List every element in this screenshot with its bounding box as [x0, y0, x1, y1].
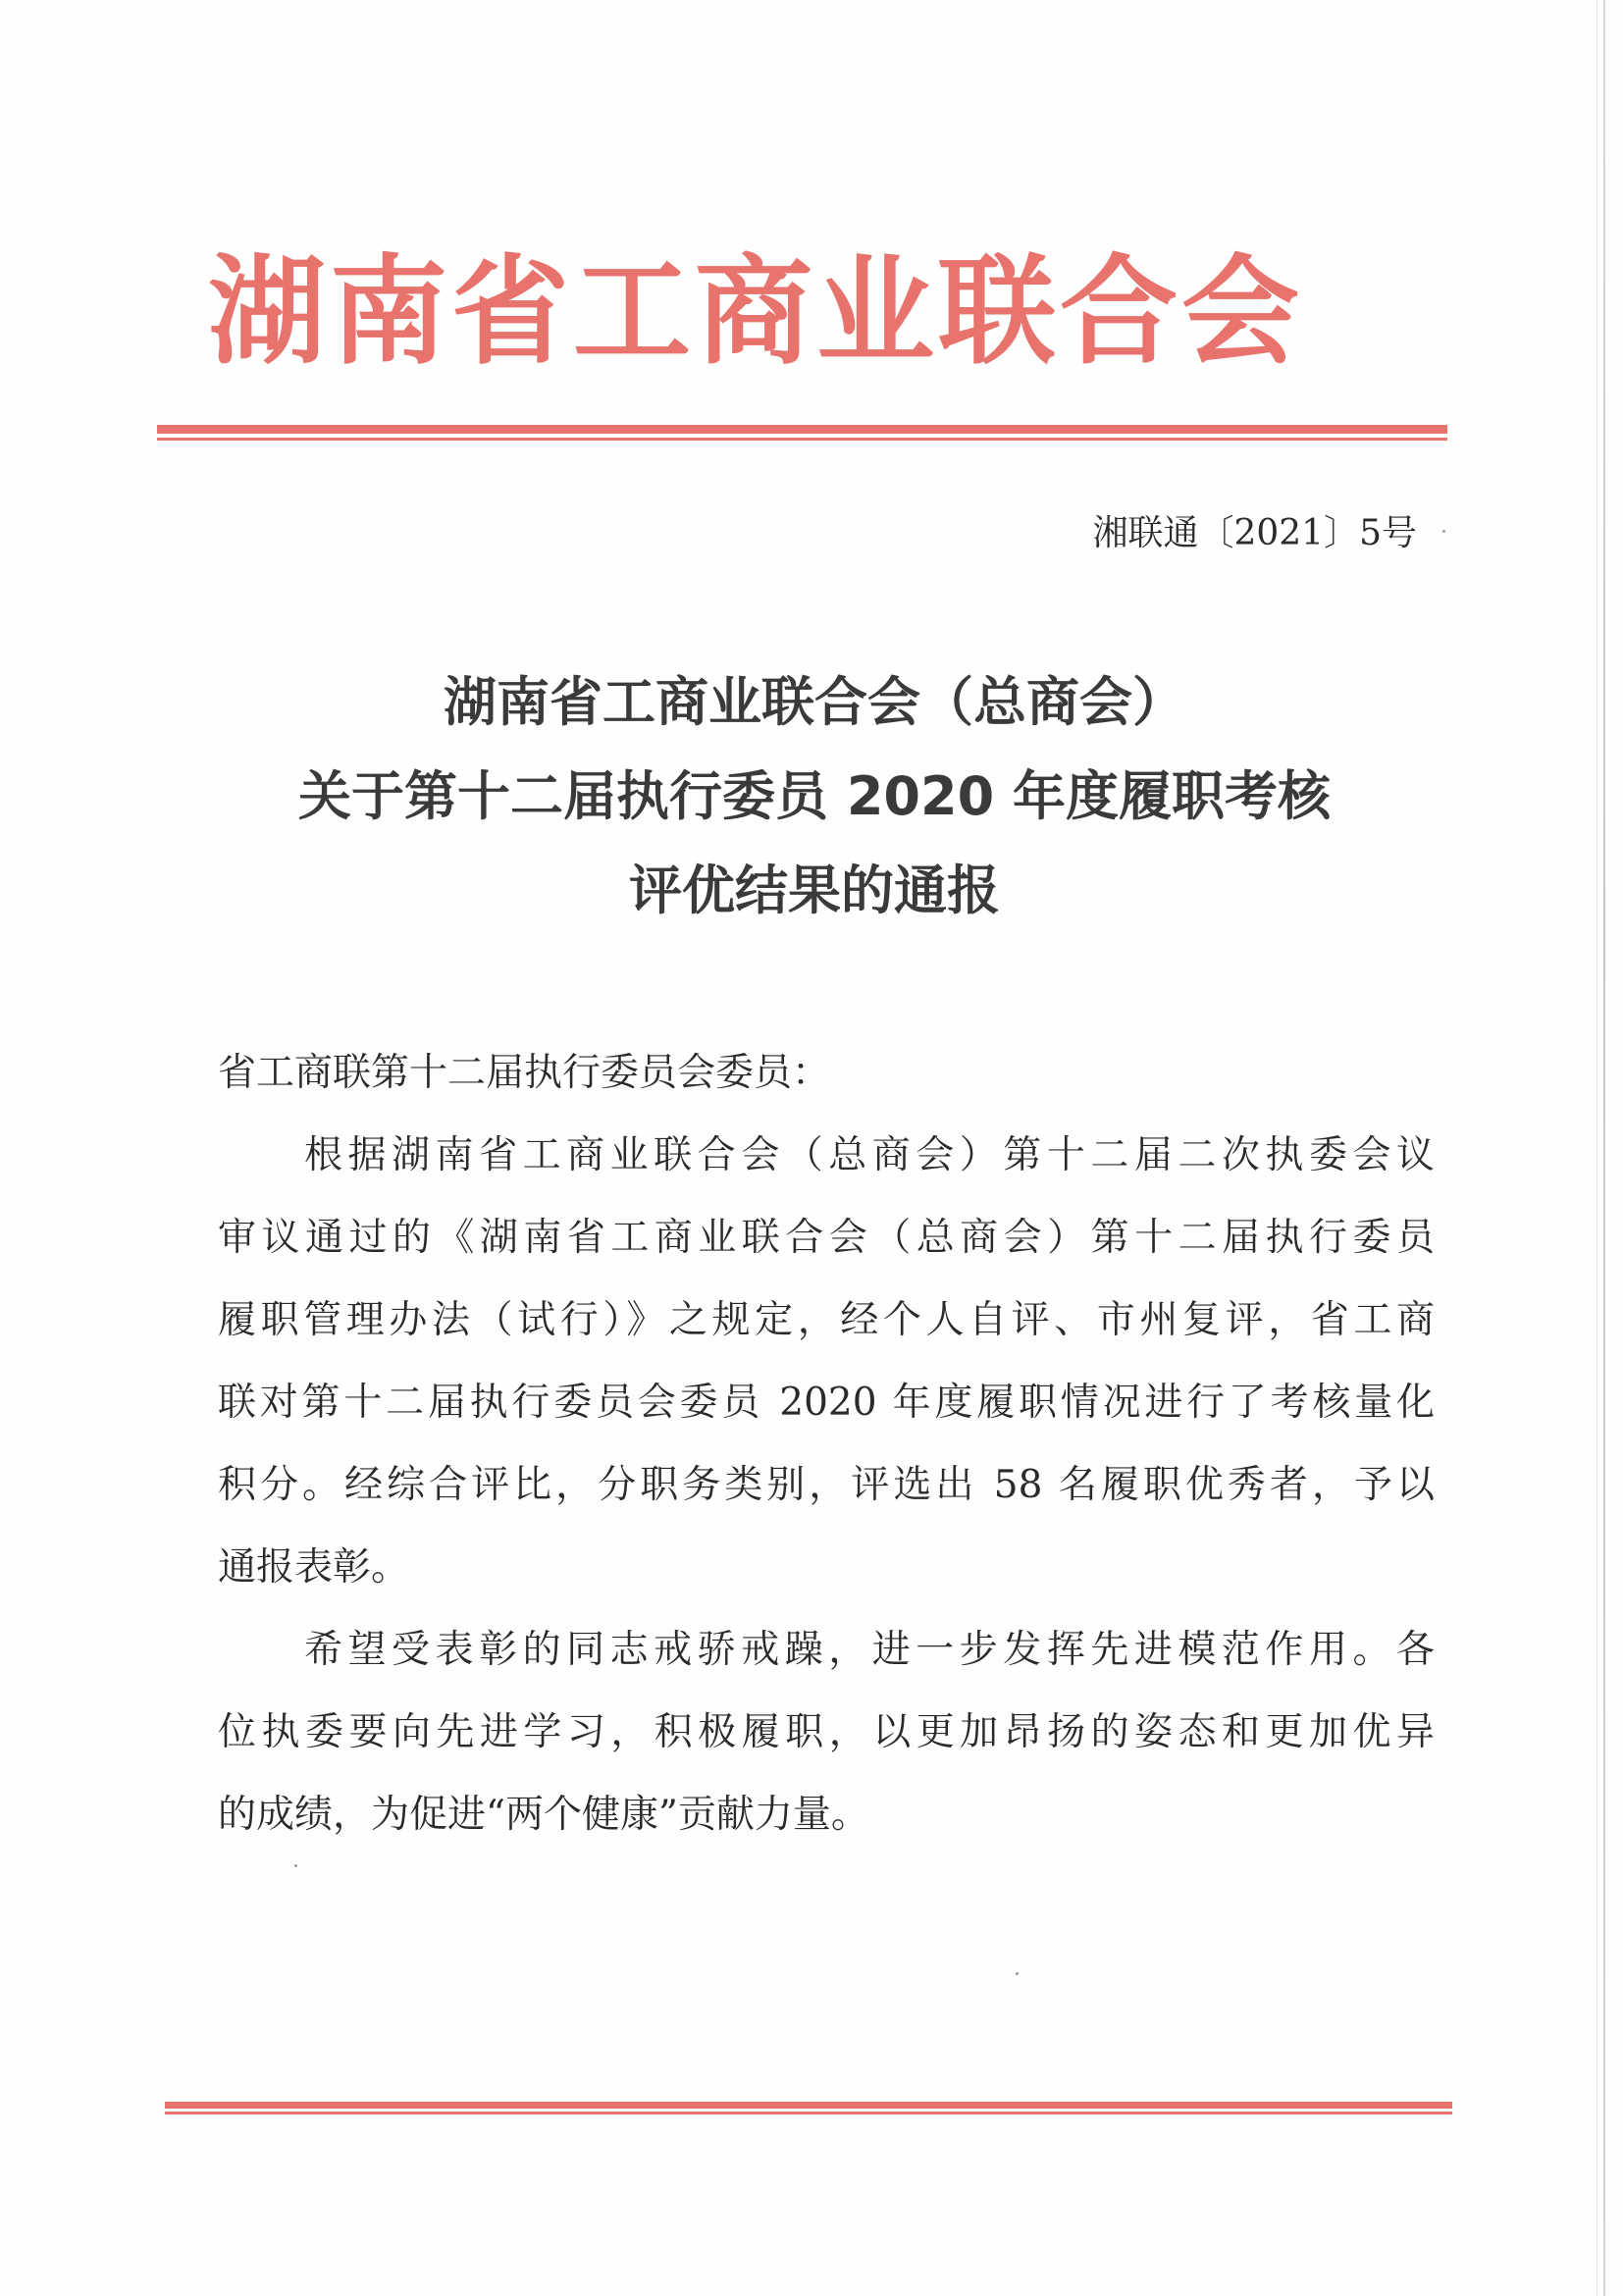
scan-speck — [1442, 530, 1445, 533]
paragraph-line: 履职管理办法（试行）》之规定，经个人自评、市州复评，省工商 — [218, 1298, 1435, 1342]
masthead-title: 湖南省工商业联合会 — [208, 242, 1303, 381]
footer-red-rule — [165, 2102, 1452, 2109]
salutation: 省工商联第十二届执行委员会委员： — [218, 1051, 831, 1095]
document-title — [177, 655, 1452, 938]
paragraph-line: 积分。经综合评比，分职务类别，评选出 58 名履职优秀者，予以 — [218, 1463, 1435, 1507]
document-body — [218, 1032, 1435, 1856]
paragraph-line: 通报表彰。 — [218, 1545, 410, 1590]
scan-edge — [1603, 0, 1605, 2296]
masthead-red-rule — [157, 425, 1447, 434]
scan-speck — [294, 1864, 297, 1867]
paragraph-line: 希望受表彰的同志戒骄戒躁，进一步发挥先进模范作用。各 — [304, 1628, 1435, 1672]
paragraph-line: 审议通过的《湖南省工商业联合会（总商会）第十二届执行委员 — [218, 1216, 1435, 1260]
document-number: 湘联通〔2021〕5号 — [1092, 513, 1417, 553]
paragraph-line: 的成绩，为促进“两个健康”贡献力量。 — [218, 1793, 869, 1837]
paragraph-line: 联对第十二届执行委员会委员 2020 年度履职情况进行了考核量化 — [218, 1381, 1435, 1425]
title-line: 评优结果的通报 — [629, 860, 1000, 921]
footer-red-rule-thin — [165, 2112, 1452, 2114]
paragraph-line: 位执委要向先进学习，积极履职，以更加昂扬的姿态和更加优异 — [218, 1710, 1435, 1754]
paragraph-line: 根据湖南省工商业联合会（总商会）第十二届二次执委会议 — [304, 1133, 1435, 1177]
title-line: 湖南省工商业联合会（总商会） — [444, 671, 1185, 733]
title-line: 关于第十二届执行委员 2020 年度履职考核 — [298, 765, 1331, 827]
scan-speck — [1016, 1972, 1019, 1975]
masthead-red-rule-thin — [157, 438, 1447, 441]
